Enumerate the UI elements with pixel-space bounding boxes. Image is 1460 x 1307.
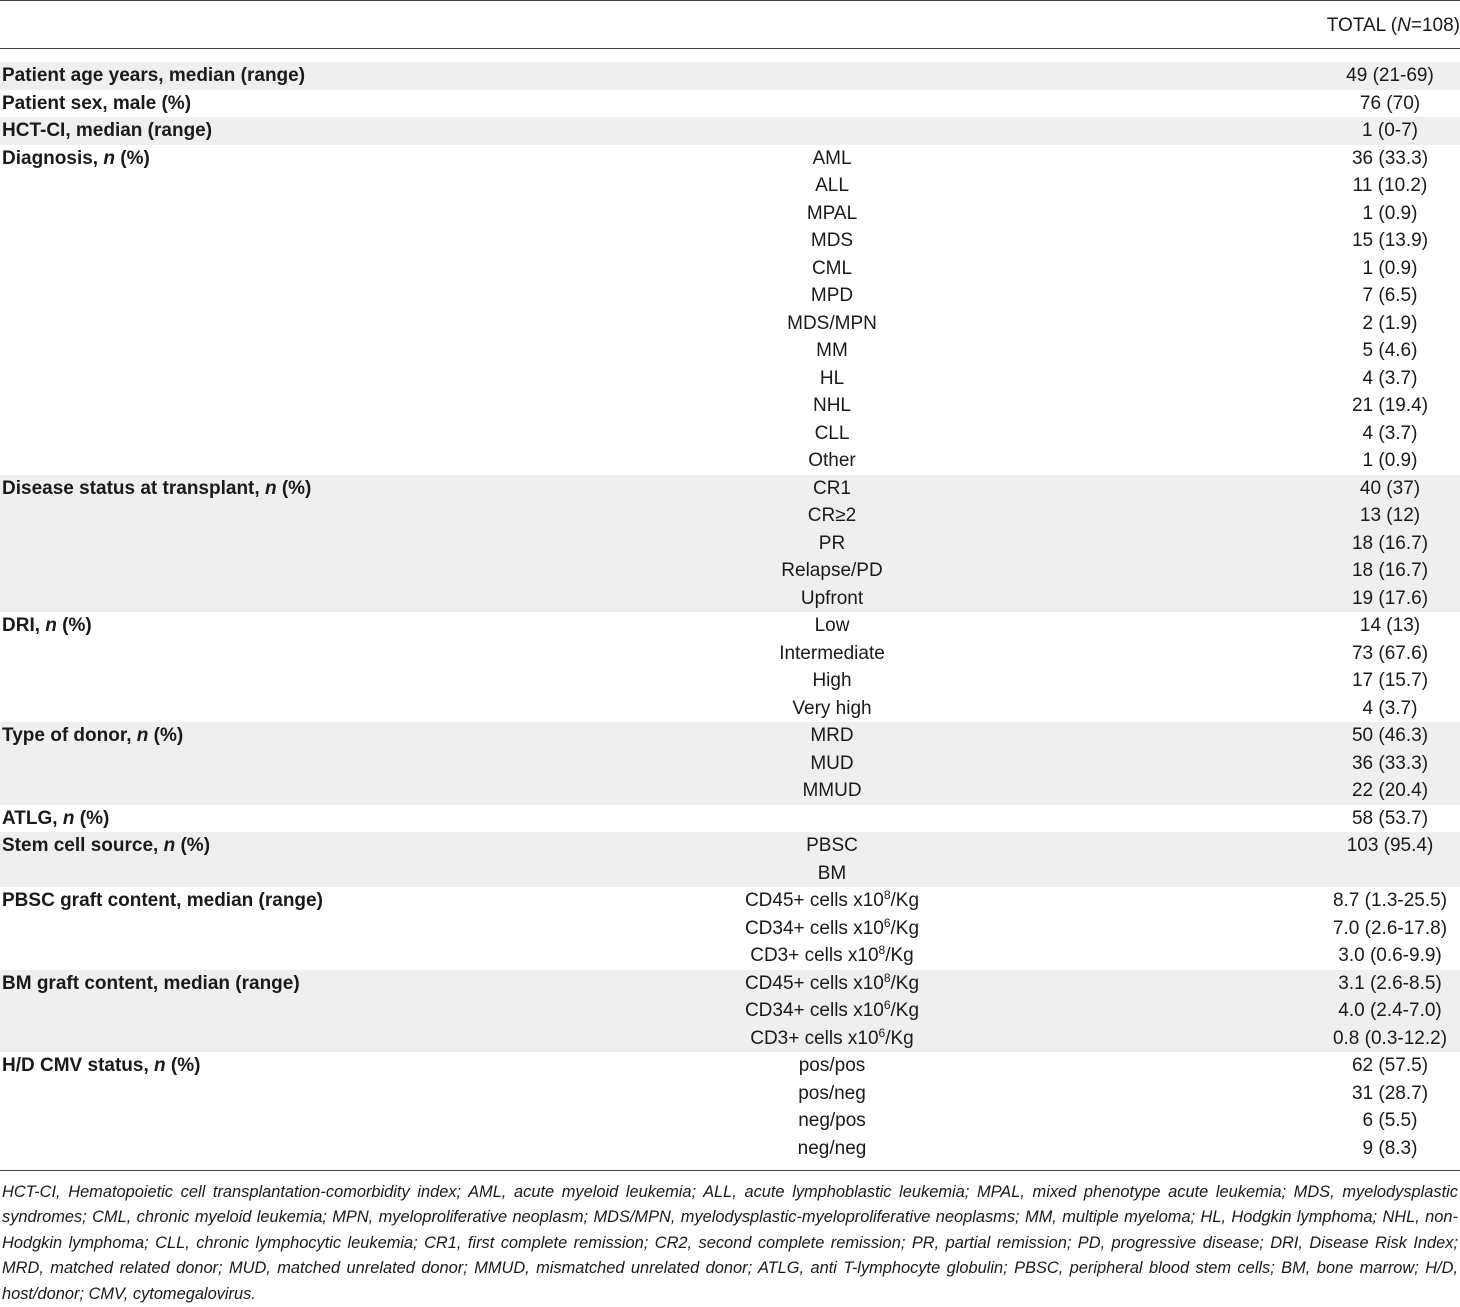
table-row: [0, 970, 1460, 998]
row-subcategory: NHL: [812, 395, 851, 416]
row-value: 36 (33.3): [1351, 752, 1429, 774]
table-header: [0, 12, 1460, 40]
bottom-rule: [0, 1170, 1460, 1171]
row-value: 62 (57.5): [1351, 1055, 1429, 1076]
row-subcategory: MPD: [810, 285, 854, 306]
row-subcategory: CLL: [814, 422, 850, 444]
table-row: [0, 640, 1460, 668]
table-row: [0, 585, 1460, 613]
row-value: 17 (15.7): [1351, 670, 1429, 691]
row-value: 4 (3.7): [1362, 422, 1418, 444]
row-subcategory: BM: [817, 862, 847, 884]
row-value: 1 (0.9): [1362, 202, 1418, 224]
table-row: [0, 145, 1460, 173]
row-subcategory: Intermediate: [779, 642, 885, 664]
row-subcategory: CD34+ cells $x10^6/Kg$: [744, 998, 920, 1021]
row-label: Type of donor, n (%): [2, 725, 184, 746]
table-row: [0, 1025, 1460, 1053]
row-value: 1 (0.9): [1362, 257, 1418, 279]
table-row: [0, 282, 1460, 310]
row-group: [0, 832, 1460, 887]
row-value: 73 (67.6): [1351, 642, 1429, 664]
table-row: [0, 997, 1460, 1025]
table-row: [0, 612, 1460, 640]
row-subcategory: High: [812, 670, 852, 691]
row-value: 50 (46.3): [1351, 725, 1429, 746]
row-label: Patient age years, median (range): [2, 65, 306, 86]
total-column-header: [1260, 12, 1460, 40]
table-row: [0, 1135, 1460, 1163]
row-value: 9 (8.3): [1362, 1137, 1418, 1159]
row-subcategory: CR1: [812, 477, 851, 499]
row-subcategory: PBSC: [806, 835, 858, 856]
row-label: Patient sex, male (%): [2, 92, 192, 114]
header-rule: [0, 48, 1460, 49]
row-group: [0, 887, 1460, 970]
row-subcategory: ALL: [815, 175, 849, 196]
row-subcategory: MRD: [810, 725, 854, 746]
table-row: [0, 392, 1460, 420]
row-value: 4.0 (2.4-7.0): [1338, 1000, 1442, 1021]
table-row: [0, 942, 1460, 970]
row-subcategory: MUD: [810, 752, 854, 774]
row-group: [0, 612, 1460, 722]
row-value: 1 (0.9): [1362, 450, 1418, 471]
row-label: Diagnosis, n (%): [2, 147, 150, 169]
row-value: 18 (16.7): [1351, 560, 1429, 581]
row-group: [0, 805, 1460, 833]
table-row: [0, 667, 1460, 695]
row-group: [0, 475, 1460, 613]
table-row: [0, 420, 1460, 448]
row-value: 11 (10.2): [1352, 175, 1428, 196]
table-row: [0, 695, 1460, 723]
table-row: [0, 447, 1460, 475]
row-value: 8.7 (1.3-25.5): [1332, 890, 1448, 911]
row-value: 40 (37): [1359, 477, 1421, 499]
row-subcategory: CD45+ cells $x10^8/Kg$: [744, 888, 920, 911]
row-group: [0, 90, 1460, 118]
row-group: [0, 145, 1460, 475]
row-subcategory: Upfront: [800, 587, 864, 609]
row-value: 6 (5.5): [1362, 1110, 1418, 1131]
table-row: [0, 255, 1460, 283]
row-group: [0, 1052, 1460, 1162]
row-group: [0, 970, 1460, 1053]
row-subcategory: MDS: [810, 230, 854, 251]
row-value: 7.0 (2.6-17.8): [1332, 917, 1448, 939]
row-label: HCT-CI, median (range): [2, 120, 213, 141]
row-label: H/D CMV status, n (%): [2, 1055, 201, 1076]
row-label: PBSC graft content, median (range): [2, 890, 323, 911]
row-value: 0.8 (0.3-12.2): [1332, 1027, 1448, 1049]
row-group: [0, 722, 1460, 805]
row-subcategory: Relapse/PD: [781, 560, 883, 581]
row-value: 19 (17.6): [1351, 587, 1429, 609]
table-row: [0, 557, 1460, 585]
row-value: 5 (4.6): [1362, 340, 1418, 361]
table-row: [0, 722, 1460, 750]
row-value: 3.0 (0.6-9.9): [1338, 945, 1442, 966]
table-row: [0, 915, 1460, 943]
table-footnote: HCT-CI, Hematopoietic cell transplantation-comorbidity index; AML, acute myeloid leukemia; ALL, acute lymphoblastic leukemia; MPAL, mixed phenotype acute leukemia; MDS, myelodysplastic syndromes; CML, chronic myeloid leukemia; MPN, myeloproliferative neoplasm; MDS/MPN, myelodysplastic-myeloproliferative neoplasms; MM, multiple myeloma; HL, Hodgkin lymphoma; NHL, non-Hodgkin lymphoma; CLL, chronic lymphocytic leukemia; CR1, first complete remission; CR2, second complete remission; PR, partial remission; PD, progressive disease; DRI, Disease Risk Index; MRD, matched related donor; MUD, matched unrelated donor; MMUD, mismatched unrelated donor; ATLG, anti T-lymphocyte globulin; PBSC, peripheral blood stem cells; BM, bone marrow; H/D, host/donor; CMV, cytomegalovirus.: [2, 1183, 1458, 1303]
table-row: [0, 832, 1460, 860]
row-subcategory: Very high: [792, 697, 872, 719]
table-row: [0, 860, 1460, 888]
top-rule: [0, 0, 1460, 1]
table-row: [0, 310, 1460, 338]
table-row: [0, 90, 1460, 118]
table-row: [0, 777, 1460, 805]
row-value: 21 (19.4): [1351, 395, 1429, 416]
row-group: [0, 62, 1460, 90]
row-subcategory: AML: [812, 147, 852, 169]
row-subcategory: pos/neg: [798, 1082, 866, 1104]
row-value: 22 (20.4): [1351, 780, 1429, 801]
row-subcategory: CD3+ cells $x10^6/Kg$: [750, 1025, 914, 1049]
row-subcategory: CD3+ cells $x10^8/Kg$: [750, 943, 914, 966]
row-subcategory: CML: [811, 257, 853, 279]
table-row: [0, 1107, 1460, 1135]
table-row: [0, 1052, 1460, 1080]
characteristics-table: [0, 62, 1460, 1162]
row-value: 4 (3.7): [1362, 697, 1418, 719]
row-subcategory: neg/neg: [797, 1137, 867, 1159]
row-value: 15 (13.9): [1351, 230, 1429, 251]
table-row: [0, 750, 1460, 778]
row-label: Disease status at transplant, n (%): [2, 477, 312, 499]
row-subcategory: Low: [814, 615, 850, 636]
table-row: [0, 887, 1460, 915]
row-subcategory: neg/pos: [798, 1110, 866, 1131]
row-label: Stem cell source, n (%): [2, 835, 211, 856]
row-subcategory: MDS/MPN: [787, 312, 877, 334]
row-value: 13 (12): [1359, 505, 1421, 526]
table-row: [0, 172, 1460, 200]
row-subcategory: CD45+ cells $x10^8/Kg$: [744, 970, 920, 994]
row-value: 103 (95.4): [1346, 835, 1434, 856]
row-subcategory: PR: [818, 532, 846, 554]
row-value: 49 (21-69): [1346, 65, 1434, 86]
total-n: N: [1397, 15, 1411, 36]
row-group: [0, 117, 1460, 145]
row-value: 36 (33.3): [1351, 147, 1429, 169]
table-row: [0, 1080, 1460, 1108]
row-subcategory: CR≥2: [807, 505, 857, 526]
table-row: [0, 62, 1460, 90]
row-value: 3.1 (2.6-8.5): [1338, 972, 1442, 994]
row-value: 7 (6.5): [1362, 285, 1418, 306]
row-label: DRI, n (%): [2, 615, 92, 636]
row-subcategory: Other: [808, 450, 856, 471]
table-row: [0, 502, 1460, 530]
table-row: [0, 530, 1460, 558]
total-label: TOTAL (: [1326, 15, 1398, 36]
row-value: 4 (3.7): [1362, 367, 1418, 389]
row-value: 1 (0-7): [1362, 120, 1418, 141]
table-row: [0, 117, 1460, 145]
row-value: 14 (13): [1359, 615, 1421, 636]
row-subcategory: HL: [819, 367, 845, 389]
row-label: BM graft content, median (range): [2, 972, 300, 994]
row-subcategory: CD34+ cells $x10^6/Kg$: [744, 915, 920, 939]
table-row: [0, 805, 1460, 833]
row-value: 18 (16.7): [1351, 532, 1429, 554]
row-subcategory: pos/pos: [798, 1055, 866, 1076]
row-value: 58 (53.7): [1351, 807, 1429, 829]
table-row: [0, 337, 1460, 365]
row-value: 76 (70): [1359, 92, 1421, 114]
row-subcategory: MPAL: [806, 202, 858, 224]
table-row: [0, 227, 1460, 255]
table-row: [0, 200, 1460, 228]
row-value: 31 (28.7): [1351, 1082, 1429, 1104]
row-label: ATLG, n (%): [2, 807, 110, 829]
row-subcategory: MMUD: [802, 780, 862, 801]
total-suffix: =108): [1410, 15, 1460, 36]
row-subcategory: MM: [816, 340, 848, 361]
row-value: 2 (1.9): [1362, 312, 1418, 334]
table-row: [0, 365, 1460, 393]
table-row: [0, 475, 1460, 503]
